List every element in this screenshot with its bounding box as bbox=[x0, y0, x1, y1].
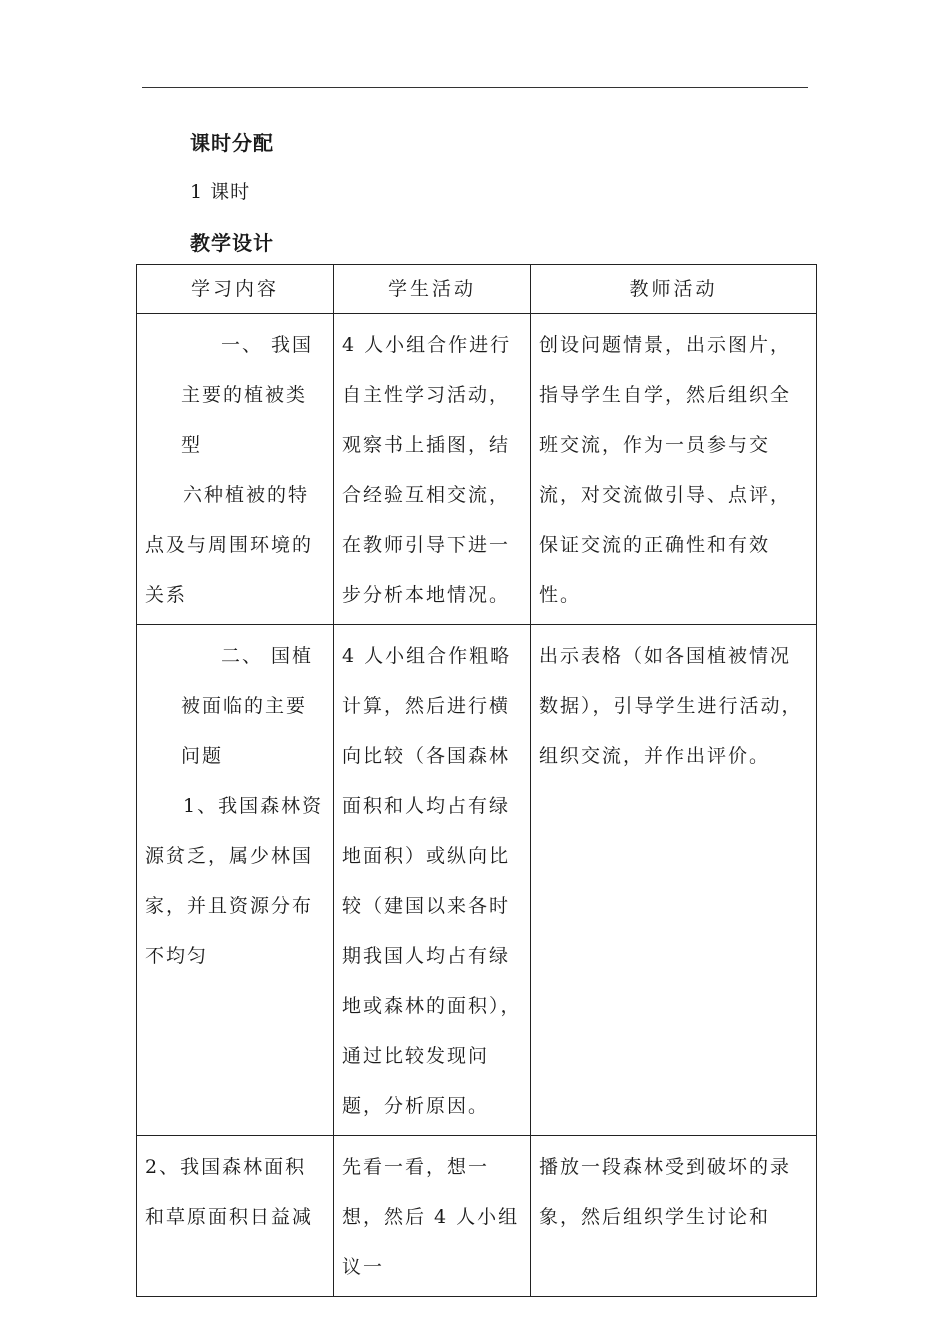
content-text: 六种植被的特点及与周围环境的关系 bbox=[145, 484, 314, 606]
table-row bbox=[137, 314, 817, 625]
cell-content bbox=[137, 314, 334, 625]
content-heading: 一、 我国主要的植被类型 bbox=[181, 334, 314, 456]
cell-content bbox=[137, 1136, 334, 1297]
time-value: 1 课时 bbox=[190, 181, 251, 203]
column-header: 学习内容 bbox=[137, 265, 334, 314]
content-text: 1、我国森林资源贫乏，属少林国家，并且资源分布不均匀 bbox=[145, 795, 324, 967]
table-header-row bbox=[137, 265, 817, 314]
cell-student: 4 人小组合作进行自主性学习活动，观察书上插图，结合经验互相交流，在教师引导下进一步分析本地情况。 bbox=[334, 314, 531, 625]
header-rule bbox=[142, 87, 808, 88]
column-header: 学生活动 bbox=[334, 265, 531, 314]
content-heading: 二、 国植被面临的主要问题 bbox=[181, 645, 314, 767]
cell-content bbox=[137, 625, 334, 1136]
table-row bbox=[137, 1136, 817, 1297]
cell-teacher: 出示表格（如各国植被情况数据），引导学生进行活动，组织交流，并作出评价。 bbox=[531, 625, 817, 1136]
section-heading-design: 教学设计 bbox=[190, 231, 274, 255]
content-text: 2、我国森林面积和草原面积日益减 bbox=[145, 1156, 314, 1228]
cell-teacher: 播放一段森林受到破坏的录象，然后组织学生讨论和 bbox=[531, 1136, 817, 1297]
section-heading-time: 课时分配 bbox=[190, 131, 274, 155]
cell-student: 4 人小组合作粗略计算，然后进行横向比较（各国森林面积和人均占有绿地面积）或纵向比较（建国以来各时期我国人均占有绿地或森林的面积），通过比较发现问题，分析原因。 bbox=[334, 625, 531, 1136]
cell-teacher: 创设问题情景，出示图片，指导学生自学，然后组织全班交流，作为一员参与交流，对交流做引导、点评，保证交流的正确性和有效性。 bbox=[531, 314, 817, 625]
column-header: 教师活动 bbox=[531, 265, 817, 314]
table-row bbox=[137, 625, 817, 1136]
teaching-design-table bbox=[136, 264, 817, 1297]
cell-student: 先看一看，想一想，然后 4 人小组议一 bbox=[334, 1136, 531, 1297]
